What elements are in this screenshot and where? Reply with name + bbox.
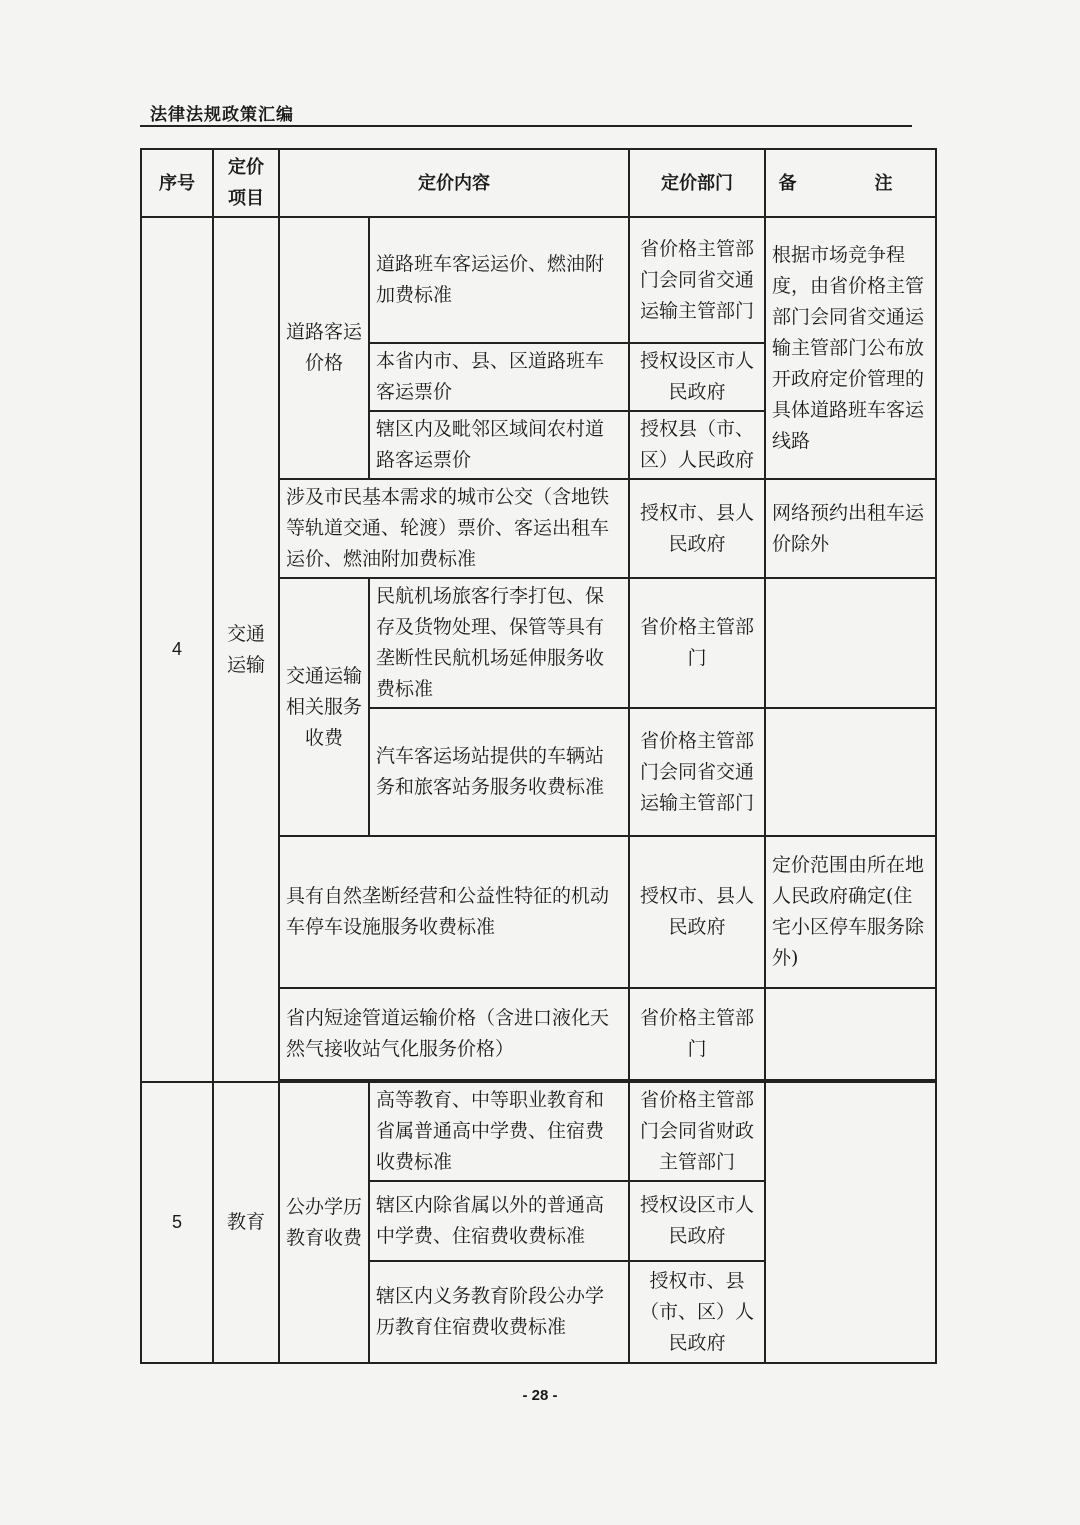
remark: 定价范围由所在地人民政府确定(住宅小区停车服务除外) — [765, 836, 936, 988]
pricing-content: 汽车客运场站提供的车辆站务和旅客站务服务收费标准 — [369, 708, 629, 836]
pricing-content: 辖区内除省属以外的普通高中学费、住宿费收费标准 — [369, 1181, 629, 1261]
remark: 网络预约出租车运价除外 — [765, 479, 936, 578]
pricing-dept: 省价格主管部门会同省财政主管部门 — [629, 1082, 765, 1181]
pricing-dept: 授权设区市人民政府 — [629, 1181, 765, 1261]
pricing-dept: 授权市、县人民政府 — [629, 836, 765, 988]
pricing-table — [140, 148, 937, 1364]
pricing-content: 辖区内及毗邻区域间农村道路客运票价 — [369, 411, 629, 479]
sub-item-label: 公办学历教育收费 — [279, 1082, 369, 1363]
row-number: 4 — [141, 217, 213, 1082]
col-header-dept: 定价部门 — [629, 149, 765, 217]
table-row — [141, 1082, 936, 1181]
running-header: 法律法规政策汇编 — [150, 105, 294, 125]
sub-item-label: 交通运输相关服务收费 — [279, 578, 369, 836]
pricing-content: 具有自然垄断经营和公益性特征的机动车停车设施服务收费标准 — [279, 836, 629, 988]
remark — [765, 1082, 936, 1363]
pricing-content: 道路班车客运运价、燃油附加费标准 — [369, 217, 629, 343]
pricing-dept: 授权县（市、区）人民政府 — [629, 411, 765, 479]
col-header-item: 定价项目 — [213, 149, 279, 217]
pricing-dept: 省价格主管部门会同省交通运输主管部门 — [629, 217, 765, 343]
pricing-content: 高等教育、中等职业教育和省属普通高中学费、住宿费收费标准 — [369, 1082, 629, 1181]
pricing-dept: 授权市、县人民政府 — [629, 479, 765, 578]
table-row — [141, 217, 936, 343]
pricing-content: 省内短途管道运输价格（含进口液化天然气接收站气化服务价格） — [279, 988, 629, 1080]
pricing-content: 本省内市、县、区道路班车客运票价 — [369, 343, 629, 411]
sub-item-label: 道路客运价格 — [279, 217, 369, 479]
remark — [765, 578, 936, 708]
table-header-row — [141, 149, 936, 217]
pricing-item: 交通运输 — [213, 217, 279, 1082]
pricing-content: 辖区内义务教育阶段公办学历教育住宿费收费标准 — [369, 1261, 629, 1363]
col-header-content: 定价内容 — [279, 149, 629, 217]
pricing-dept: 省价格主管部门 — [629, 988, 765, 1080]
pricing-dept: 省价格主管部门会同省交通运输主管部门 — [629, 708, 765, 836]
row-number: 5 — [141, 1082, 213, 1363]
col-header-no: 序号 — [141, 149, 213, 217]
col-header-remark: 备 注 — [765, 149, 936, 217]
pricing-content: 民航机场旅客行李打包、保存及货物处理、保管等具有垄断性民航机场延伸服务收费标准 — [369, 578, 629, 708]
remark — [765, 708, 936, 836]
header-rule — [140, 125, 912, 127]
remark — [765, 988, 936, 1080]
remark: 根据市场竞争程度，由省价格主管部门会同省交通运输主管部门公布放开政府定价管理的具体道路班车客运线路 — [765, 217, 936, 479]
pricing-dept: 省价格主管部门 — [629, 578, 765, 708]
pricing-item: 教育 — [213, 1082, 279, 1363]
pricing-dept: 授权市、县（市、区）人民政府 — [629, 1261, 765, 1363]
pricing-content: 涉及市民基本需求的城市公交（含地铁等轨道交通、轮渡）票价、客运出租车运价、燃油附加费标准 — [279, 479, 629, 578]
page-number: - 28 - — [522, 1387, 558, 1404]
pricing-dept: 授权设区市人民政府 — [629, 343, 765, 411]
